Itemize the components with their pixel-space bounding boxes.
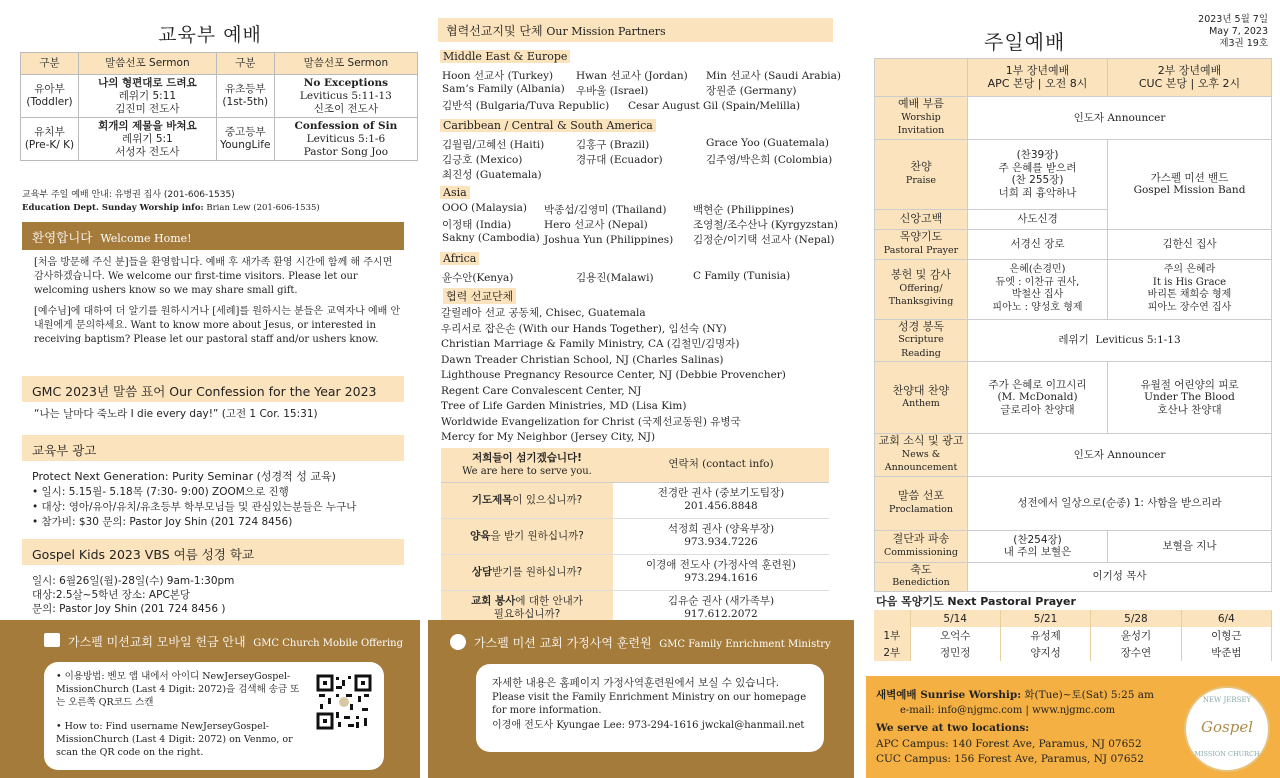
org-list <box>441 306 786 446</box>
welcome-title: 환영합니다 <box>32 230 93 245</box>
mission-partner: 장원준 (Germany) <box>706 85 797 97</box>
table-row <box>21 75 418 118</box>
table-row <box>874 644 1272 661</box>
hymn-number: (찬254장) <box>1013 533 1062 546</box>
family-card <box>476 664 824 752</box>
hymn-title: 주 은혜를 받으려 <box>998 161 1077 174</box>
serve-question: 을 받기 원하십니까? <box>490 529 584 542</box>
sermon-preacher: 신조이 전도사 <box>313 102 378 115</box>
sermon-title: 성전에서 일상으로(순종) 1: 사함을 받으리라 <box>968 476 1272 530</box>
order-value: 사도신경 <box>968 209 1108 229</box>
logo-text: Gospel <box>1201 718 1253 736</box>
family-text: 자세한 내용은 홈페이지 가정사역훈련원에서 보실 수 있습니다. <box>492 677 780 689</box>
mission-partner: 윤수안(Kenya) <box>442 272 514 284</box>
mission-partner: Hwan 선교사 (Jordan) <box>576 70 688 82</box>
table-row <box>875 319 1272 362</box>
mission-partner: Joshua Yun (Philippines) <box>544 234 674 246</box>
vbs-header: Gospel Kids 2023 VBS 여름 성경 학교 <box>22 539 404 565</box>
campus-address: CUC Campus: 156 Forest Ave, Paramus, NJ 07652 <box>876 753 1144 765</box>
contact-phone: 973.294.1616 <box>684 572 758 584</box>
mission-partner: 김홍구 (Brazil) <box>576 139 650 151</box>
info-label: Education Dept. Sunday Worship info: <box>22 203 204 213</box>
seminar-title: Protect Next Generation: Purity Seminar (성경적 성 교육) <box>32 470 336 483</box>
mission-partner: 김월림/고혜선 (Haiti) <box>442 139 545 151</box>
prayer-date: 5/14 <box>910 610 1000 627</box>
prayer-name: 박준범 <box>1181 644 1271 661</box>
table-header: 말씀선포 Sermon <box>79 53 217 75</box>
contact-phone: 917.612.2072 <box>684 608 758 620</box>
sermon-preacher: 김진미 전도사 <box>115 102 180 115</box>
welcome-text-1: [처음 방문해 주신 분]들을 환영합니다. 예배 후 새가족 환영 시간에 함께 해 주시면 감사하겠습니다. We welcome our first-time visitors. Please let our welcoming ushers know so we may share small gift. <box>34 257 393 296</box>
prayer-name: 장수연 <box>1091 644 1181 661</box>
worship-title: 주일예배 <box>984 30 1066 54</box>
order-label-en: Anthem <box>902 398 940 409</box>
welcome-header <box>22 222 404 250</box>
sermon-title: 나의 형편대로 드려요 <box>98 76 197 89</box>
mission-partner: Hero 선교사 (Nepal) <box>544 219 648 231</box>
order-value: 김한신 집사 <box>1108 229 1272 259</box>
welcome-title-en: Welcome Home! <box>100 232 192 245</box>
serve-question: 받기를 원하십니까? <box>492 565 583 578</box>
order-label-en: Proclamation <box>888 503 954 515</box>
serve-heading: 저희들이 섬기겠습니다! <box>472 451 582 464</box>
sunrise-label: 새벽예배 Sunrise Worship: <box>876 689 1022 701</box>
seminar-line: • 일시: 5.15월- 5.18목 (7:30- 9:00) ZOOM으로 진행 <box>32 486 289 498</box>
welcome-text-2: [예수님]에 대하여 더 알기를 원하시거나 [세례]를 원하시는 분들은 교역자나 예배 안내원에게 문의하세요. Want to know more about Jesus, or interested in receiving baptism? Please let our pastoral staff and/or ushers know. <box>34 306 401 345</box>
sermon-verse: Leviticus 5:1-6 <box>306 132 386 145</box>
contact-name: 김유순 권사 (새가족부) <box>667 595 775 607</box>
list-item: Mercy for My Neighbor (Jersey City, NJ) <box>441 431 656 443</box>
order-label-en: News & Announcement <box>884 448 958 473</box>
table-row <box>875 434 1272 477</box>
scripture-verse: Leviticus 5:1-13 <box>1095 334 1181 346</box>
song-title: 주의 은혜라 <box>1163 264 1216 275</box>
prayer-name: 오억수 <box>910 627 1000 644</box>
offering-instructions-ko: • 이용방법: 벤모 앱 내에서 아이디 NewJerseyGospel-MissionChurch (Last 4 Digit: 2072)을 검색해 송금 또는 오른쪽 QR코드 스캔 <box>56 671 300 708</box>
sunrise-time: 화(Tue)~토(Sat) 5:25 am <box>1021 689 1155 701</box>
family-title-ko: 가스펠 미션 교회 가정사역 훈련원 <box>474 636 652 650</box>
serve-topic: 기도제목 <box>471 493 513 506</box>
mission-partner: 최진성 (Guatemala) <box>442 169 542 181</box>
performer: 박철산 집사 <box>1011 289 1064 300</box>
offering-card <box>44 662 384 770</box>
issue-number: 제3권 19호 <box>1219 38 1268 49</box>
prayer-name: 양지성 <box>1000 644 1090 661</box>
offering-title <box>68 633 403 650</box>
prayer-name: 이형근 <box>1181 627 1271 644</box>
performer: 피아노 : 양성호 형제 <box>992 301 1083 313</box>
song-title: 은혜(손경민) <box>1009 264 1066 275</box>
mission-partner: 김반석 (Bulgaria/Tuva Republic) <box>442 100 610 112</box>
song-title: 주가 은혜로 이끄시리 <box>988 378 1087 391</box>
order-label-en: Praise <box>905 174 937 186</box>
vbs-line: 문의: Pastor Joy Shin (201 724 8456 ) <box>32 603 226 615</box>
family-contact: 이경애 전도사 Kyungae Lee: 973-294-1616 jwckal@hanmail.net <box>492 720 805 731</box>
list-item: 우리서로 잡은손 (With our Hands Together), 임선숙 (NY) <box>441 322 727 335</box>
mission-header <box>438 18 833 42</box>
education-info-en <box>22 201 320 215</box>
family-panel <box>428 620 854 778</box>
table-row <box>21 118 418 161</box>
region-label: Caribbean / Central & South America <box>440 119 656 132</box>
education-column <box>0 0 420 778</box>
table-row <box>441 554 829 590</box>
order-label: 봉헌 및 감사 <box>890 268 952 282</box>
prayer-name: 정민정 <box>910 644 1000 661</box>
sunrise-info <box>876 688 1154 702</box>
mission-partner: OOO (Malaysia) <box>442 202 527 214</box>
service-2-title: 2부 장년예배 <box>1157 64 1222 77</box>
song-title-en: It is His Grace <box>1152 276 1227 288</box>
serve-heading-en: We are here to serve you. <box>462 465 592 477</box>
contact-info[interactable]: e-mail: info@njgmc.com | www.njgmc.com <box>900 705 1116 716</box>
education-title: 교육부 예배 <box>158 24 262 46</box>
sermon-preacher: 서성자 전도사 <box>115 145 180 158</box>
offering-hand-icon <box>44 633 60 647</box>
sermon-verse: Leviticus 5:11-13 <box>299 89 392 102</box>
serve-question: 이 있으십니까? <box>512 493 583 506</box>
education-info-ko: 교육부 주일 예배 안내: 유병권 집사 (201-606-1535) <box>22 190 235 200</box>
list-item: 갈릴레아 선교 공동체, Chisec, Guatemala <box>441 307 646 319</box>
region-label: Asia <box>440 186 470 199</box>
song-title-en: Under The Blood <box>1144 391 1235 404</box>
order-value: 인도자 Announcer <box>968 434 1272 477</box>
issue-info <box>1198 14 1268 50</box>
table-row <box>874 627 1272 644</box>
mission-title: 협력선교지및 단체 <box>446 24 543 38</box>
ad-header: 교육부 광고 <box>22 435 404 461</box>
order-value: 이기성 목사 <box>968 562 1272 591</box>
serve-topic: 상담 <box>471 565 493 578</box>
table-row <box>875 530 1272 562</box>
serve-topic: 양육 <box>470 529 491 542</box>
mission-partner: 이정태 (India) <box>442 219 512 231</box>
contact-name: 이경애 전도사 (가정사역 훈련원) <box>645 559 797 571</box>
region-label: Middle East & Europe <box>440 50 570 63</box>
sermon-title: Confession of Sin <box>294 119 398 132</box>
order-label-en: Scripture Reading <box>898 334 944 359</box>
dept-label: 중고등부 YoungLife <box>216 118 274 161</box>
mission-partner: 백현순 (Philippines) <box>693 204 795 216</box>
qr-code-icon[interactable] <box>316 674 372 730</box>
sermon-verse: 레위기 5:1 <box>122 132 173 145</box>
mission-title-en: Our Mission Partners <box>546 25 666 38</box>
mission-partner: Grace Yoo (Guatemala) <box>706 137 829 149</box>
mission-partner: 김주영/박은희 (Colombia) <box>706 154 833 166</box>
prayer-date: 5/28 <box>1091 610 1181 627</box>
mission-partner: 김긍호 (Mexico) <box>442 154 523 166</box>
family-text: Please visit the Family Enrichment Ministry on our homepage for more information. <box>492 692 807 716</box>
contact-name: 석정희 권사 (양육부장) <box>667 523 775 535</box>
order-label: 성경 봉독 <box>897 319 944 333</box>
campus-title: We serve at two locations: <box>876 722 1030 734</box>
prayer-date: 5/21 <box>1000 610 1090 627</box>
next-prayer-table <box>874 610 1272 661</box>
band-name-en: Gospel Mission Band <box>1133 184 1246 196</box>
prayer-name: 유성제 <box>1000 627 1090 644</box>
table-row <box>875 259 1272 319</box>
offering-panel <box>0 620 420 778</box>
list-item: Regent Care Convalescent Center, NJ <box>441 384 642 397</box>
choir: 글로리아 찬양대 <box>1000 403 1075 416</box>
mission-partner: 조영철/조수산나 (Kyrgyzstan) <box>693 219 839 231</box>
order-label: 축도 <box>910 562 932 576</box>
worship-order-table <box>874 58 1272 592</box>
campus-address: APC Campus: 140 Forest Ave, Paramus, NJ 07652 <box>876 738 1142 750</box>
hymn-title: 보혈을 지나 <box>1108 530 1272 562</box>
hymn-title: 내 주의 보혈은 <box>1003 546 1072 558</box>
service-label: 1부 <box>874 627 910 644</box>
family-title <box>474 634 831 651</box>
offering-instructions-en: • How to: Find username NewJerseyGospel-MissionChurch (Last 4 Digit: 2072) on Venmo, or scan the QR code on the right. <box>56 721 293 758</box>
table-row <box>875 229 1272 259</box>
serve-topic: 교회 봉사 <box>471 595 516 607</box>
prayer-date: 6/4 <box>1181 610 1271 627</box>
order-label-en: Worship Invitation <box>897 111 945 136</box>
next-prayer-title: 다음 목양기도 Next Pastoral Prayer <box>876 595 1076 608</box>
order-label-en: Pastoral Prayer <box>883 244 959 256</box>
mission-partner: 경규대 (Ecuador) <box>576 154 663 166</box>
contact-phone: 201.456.8848 <box>684 500 758 512</box>
table-row <box>874 610 1272 627</box>
seminar-line: • 참가비: $30 문의: Pastor Joy Shin (201 724 8456) <box>32 516 293 528</box>
hymn-title: 너희 죄 흉악하나 <box>998 186 1077 199</box>
contact-phone: 973.934.7226 <box>684 536 758 548</box>
sermon-verse: 레위기 5:11 <box>118 89 177 102</box>
composer: (M. McDonald) <box>997 391 1078 404</box>
mission-partner: Sakny (Cambodia) <box>442 232 540 244</box>
song-title: 유월절 어린양의 피로 <box>1140 378 1239 391</box>
table-row <box>441 518 829 554</box>
region-label: Africa <box>440 252 479 265</box>
list-item: Tree of Life Garden Ministries, MD (Lisa Kim) <box>441 400 687 412</box>
family-icon <box>450 634 466 650</box>
footer-panel <box>866 676 1280 778</box>
table-row <box>441 482 829 518</box>
order-label: 교회 소식 및 광고 <box>878 434 964 447</box>
hymn-number: (찬39장) <box>1016 149 1059 161</box>
mission-partner: Sam’s Family (Albania) <box>442 83 565 95</box>
mission-partner: 김용진(Malawi) <box>576 272 654 284</box>
order-value: 인도자 Announcer <box>968 97 1272 140</box>
sermon-title: No Exceptions <box>303 76 389 89</box>
table-header: 말씀선포 Sermon <box>274 53 417 75</box>
vbs-line: 대상:2.5살~5학년 장소: APC본당 <box>32 589 191 601</box>
serve-question: 에 대한 안내가 필요하십니까? <box>493 595 583 620</box>
order-label: 결단과 파송 <box>892 532 950 545</box>
logo-text: MISSION CHURCH <box>1194 750 1260 758</box>
list-item: Dawn Treader Christian School, NJ (Charles Salinas) <box>441 353 724 366</box>
date-en: May 7, 2023 <box>1209 26 1268 37</box>
mission-partner: 박종섭/김영미 (Thailand) <box>544 204 667 216</box>
offering-title-en: GMC Church Mobile Offering <box>253 638 403 649</box>
contact-heading: 연락처 (contact info) <box>613 448 829 482</box>
order-label: 찬양 <box>910 160 932 173</box>
order-label: 신앙고백 <box>875 209 968 229</box>
dept-label: 유아부 (Toddler) <box>21 75 79 118</box>
date-ko: 2023년 5월 7일 <box>1198 14 1268 25</box>
serve-table <box>441 448 829 627</box>
org-label: 협력 선교단체 <box>443 288 516 304</box>
contact-name: 전경란 권사 (중보기도팀장) <box>657 487 785 499</box>
table-row <box>441 448 829 482</box>
order-label: 목양기도 <box>899 230 943 243</box>
scripture-book: 레위기 <box>1058 334 1089 346</box>
order-label: 찬양대 찬양 <box>892 383 950 397</box>
performer: 피아노 장수연 집사 <box>1147 301 1232 313</box>
order-value: 서경신 장로 <box>968 229 1108 259</box>
logo-text: NEW JERSEY <box>1202 696 1252 704</box>
order-label-en: Commissioning <box>884 546 958 558</box>
table-row <box>875 97 1272 140</box>
education-sermon-table <box>20 52 418 161</box>
table-row <box>875 59 1272 97</box>
seminar-line: • 대상: 영아/유아/유치/유초등부 학부모님들 및 관심있는분들은 누구나 <box>32 501 357 513</box>
order-label: 말씀 선포 <box>897 489 944 502</box>
performer: 듀엣 : 이찬규 권사, <box>995 276 1080 288</box>
dept-label: 유초등부 (1st-5th) <box>216 75 274 118</box>
order-label-en: Benediction <box>892 577 950 588</box>
missions-column <box>428 0 854 778</box>
prayer-name: 윤성기 <box>1091 627 1181 644</box>
hymn-number: (찬 255장) <box>1011 174 1064 186</box>
table-header: 구분 <box>216 53 274 75</box>
vbs-line: 일시: 6월26일(월)-28일(수) 9am-1:30pm <box>32 575 235 587</box>
service-1-info: APC 본당 | 오전 8시 <box>987 76 1088 90</box>
mission-partner: C Family (Tunisia) <box>693 270 791 282</box>
table-row <box>875 362 1272 434</box>
service-2-info: CUC 본당 | 오후 2시 <box>1138 76 1241 90</box>
list-item: Lighthouse Pregnancy Resource Center, NJ (Debbie Provencher) <box>441 369 786 381</box>
mission-partner: 우바울 (Israel) <box>576 85 649 97</box>
table-row <box>875 562 1272 591</box>
mission-partner: Cesar August Gil (Spain/Melilla) <box>628 100 801 112</box>
table-header: 구분 <box>21 53 79 75</box>
worship-column <box>866 0 1280 778</box>
service-label: 2부 <box>874 644 910 661</box>
choir: 호산나 찬양대 <box>1157 403 1222 416</box>
family-title-en: GMC Family Enrichment Ministry <box>659 639 831 650</box>
band-name: 가스펠 미션 밴드 <box>1150 171 1229 184</box>
order-label: 예배 부름 <box>897 97 944 110</box>
mission-partner: 김정순/이기택 선교사 (Nepal) <box>693 234 835 246</box>
list-item: Worldwide Evangelization for Christ (국제선교동원) 유병국 <box>441 415 741 428</box>
info-value: Brian Lew (201-606-1535) <box>203 203 320 213</box>
mission-partner: Min 선교사 (Saudi Arabia) <box>706 70 842 82</box>
order-label-en: Offering/ Thanksgiving <box>888 282 954 308</box>
confession-text: “나는 날마다 죽노라 I die every day!” (고전 1 Cor. 15:31) <box>34 408 318 420</box>
confession-header: GMC 2023년 말씀 표어 Our Confession for the Year 2023 <box>22 376 404 402</box>
performer: 바리톤 채희승 형제 <box>1147 289 1232 300</box>
dept-label: 유치부 (Pre-K/ K) <box>21 118 79 161</box>
table-row <box>875 476 1272 530</box>
offering-title-ko: 가스펠 미션교회 모바일 헌금 안내 <box>68 635 246 649</box>
sermon-title: 회개의 제물을 바쳐요 <box>98 119 197 132</box>
sermon-preacher: Pastor Song Joo <box>303 145 389 158</box>
list-item: Christian Marriage & Family Ministry, CA (김철민/김명자) <box>441 338 740 350</box>
church-logo <box>1184 686 1270 772</box>
mission-partner: Hoon 선교사 (Turkey) <box>442 70 554 82</box>
service-1-title: 1부 장년예배 <box>1005 64 1070 77</box>
